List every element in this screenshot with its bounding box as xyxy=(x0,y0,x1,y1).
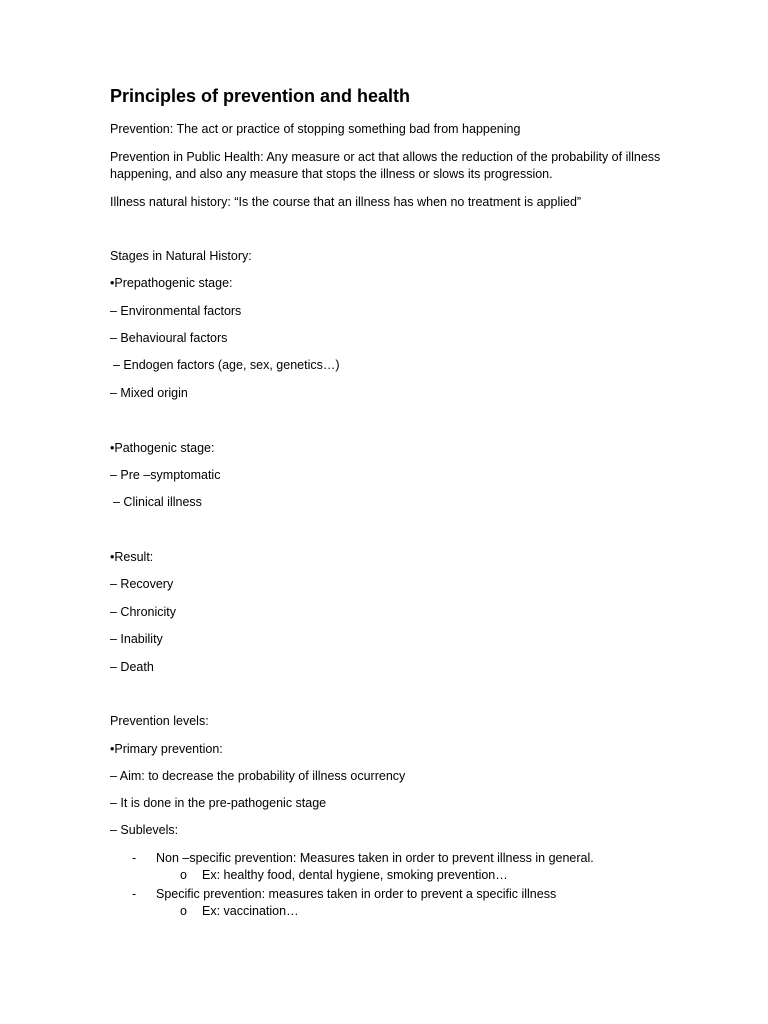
document-title: Principles of prevention and health xyxy=(110,86,411,106)
sublevel-item xyxy=(132,886,556,903)
primary-prevention-item: – Aim: to decrease the probability of illness ocurrency xyxy=(110,769,406,783)
primary-prevention-item: – It is done in the pre-pathogenic stage xyxy=(110,796,327,810)
stages-heading: Stages in Natural History: xyxy=(110,249,252,263)
dash-bullet: - xyxy=(132,887,137,901)
sublevel-example xyxy=(180,903,299,920)
definition-natural-history: Illness natural history: “Is the course that an illness has when no treatment is applied” xyxy=(110,195,582,209)
definition-prevention: Prevention: The act or practice of stopping something bad from happening xyxy=(110,122,521,136)
pathogenic-item: – Clinical illness xyxy=(113,495,202,509)
pathogenic-heading: •Pathogenic stage: xyxy=(110,441,215,455)
sublevel-example-text: Ex: healthy food, dental hygiene, smoking prevention… xyxy=(202,868,508,882)
prepathogenic-item: – Mixed origin xyxy=(110,386,188,400)
primary-prevention-heading: •Primary prevention: xyxy=(110,742,223,756)
result-heading: •Result: xyxy=(110,550,154,564)
prepathogenic-heading: •Prepathogenic stage: xyxy=(110,276,233,290)
sublevel-text: Specific prevention: measures taken in order to prevent a specific illness xyxy=(156,887,557,901)
prevention-levels-heading: Prevention levels: xyxy=(110,714,209,728)
sublevel-example-text: Ex: vaccination… xyxy=(202,904,299,918)
prepathogenic-item: – Environmental factors xyxy=(110,304,242,318)
definition-public-health: Prevention in Public Health: Any measure or act that allows the reduction of the probability of illness happening, and also any measure that stops the illness or slows its progression. xyxy=(110,150,661,181)
result-item: – Chronicity xyxy=(110,605,176,619)
result-item: – Inability xyxy=(110,632,163,646)
sublevel-example xyxy=(180,867,508,884)
primary-prevention-item: – Sublevels: xyxy=(110,823,179,837)
result-item: – Death xyxy=(110,660,154,674)
result-item: – Recovery xyxy=(110,577,174,591)
prepathogenic-item: – Behavioural factors xyxy=(110,331,228,345)
pathogenic-item: – Pre –symptomatic xyxy=(110,468,221,482)
dash-bullet: - xyxy=(132,851,137,865)
prepathogenic-item: – Endogen factors (age, sex, genetics…) xyxy=(113,358,340,372)
circle-bullet: o xyxy=(180,904,187,918)
sublevel-text: Non –specific prevention: Measures taken in order to prevent illness in general. xyxy=(156,851,594,865)
sublevel-item xyxy=(132,850,594,867)
circle-bullet: o xyxy=(180,868,187,882)
